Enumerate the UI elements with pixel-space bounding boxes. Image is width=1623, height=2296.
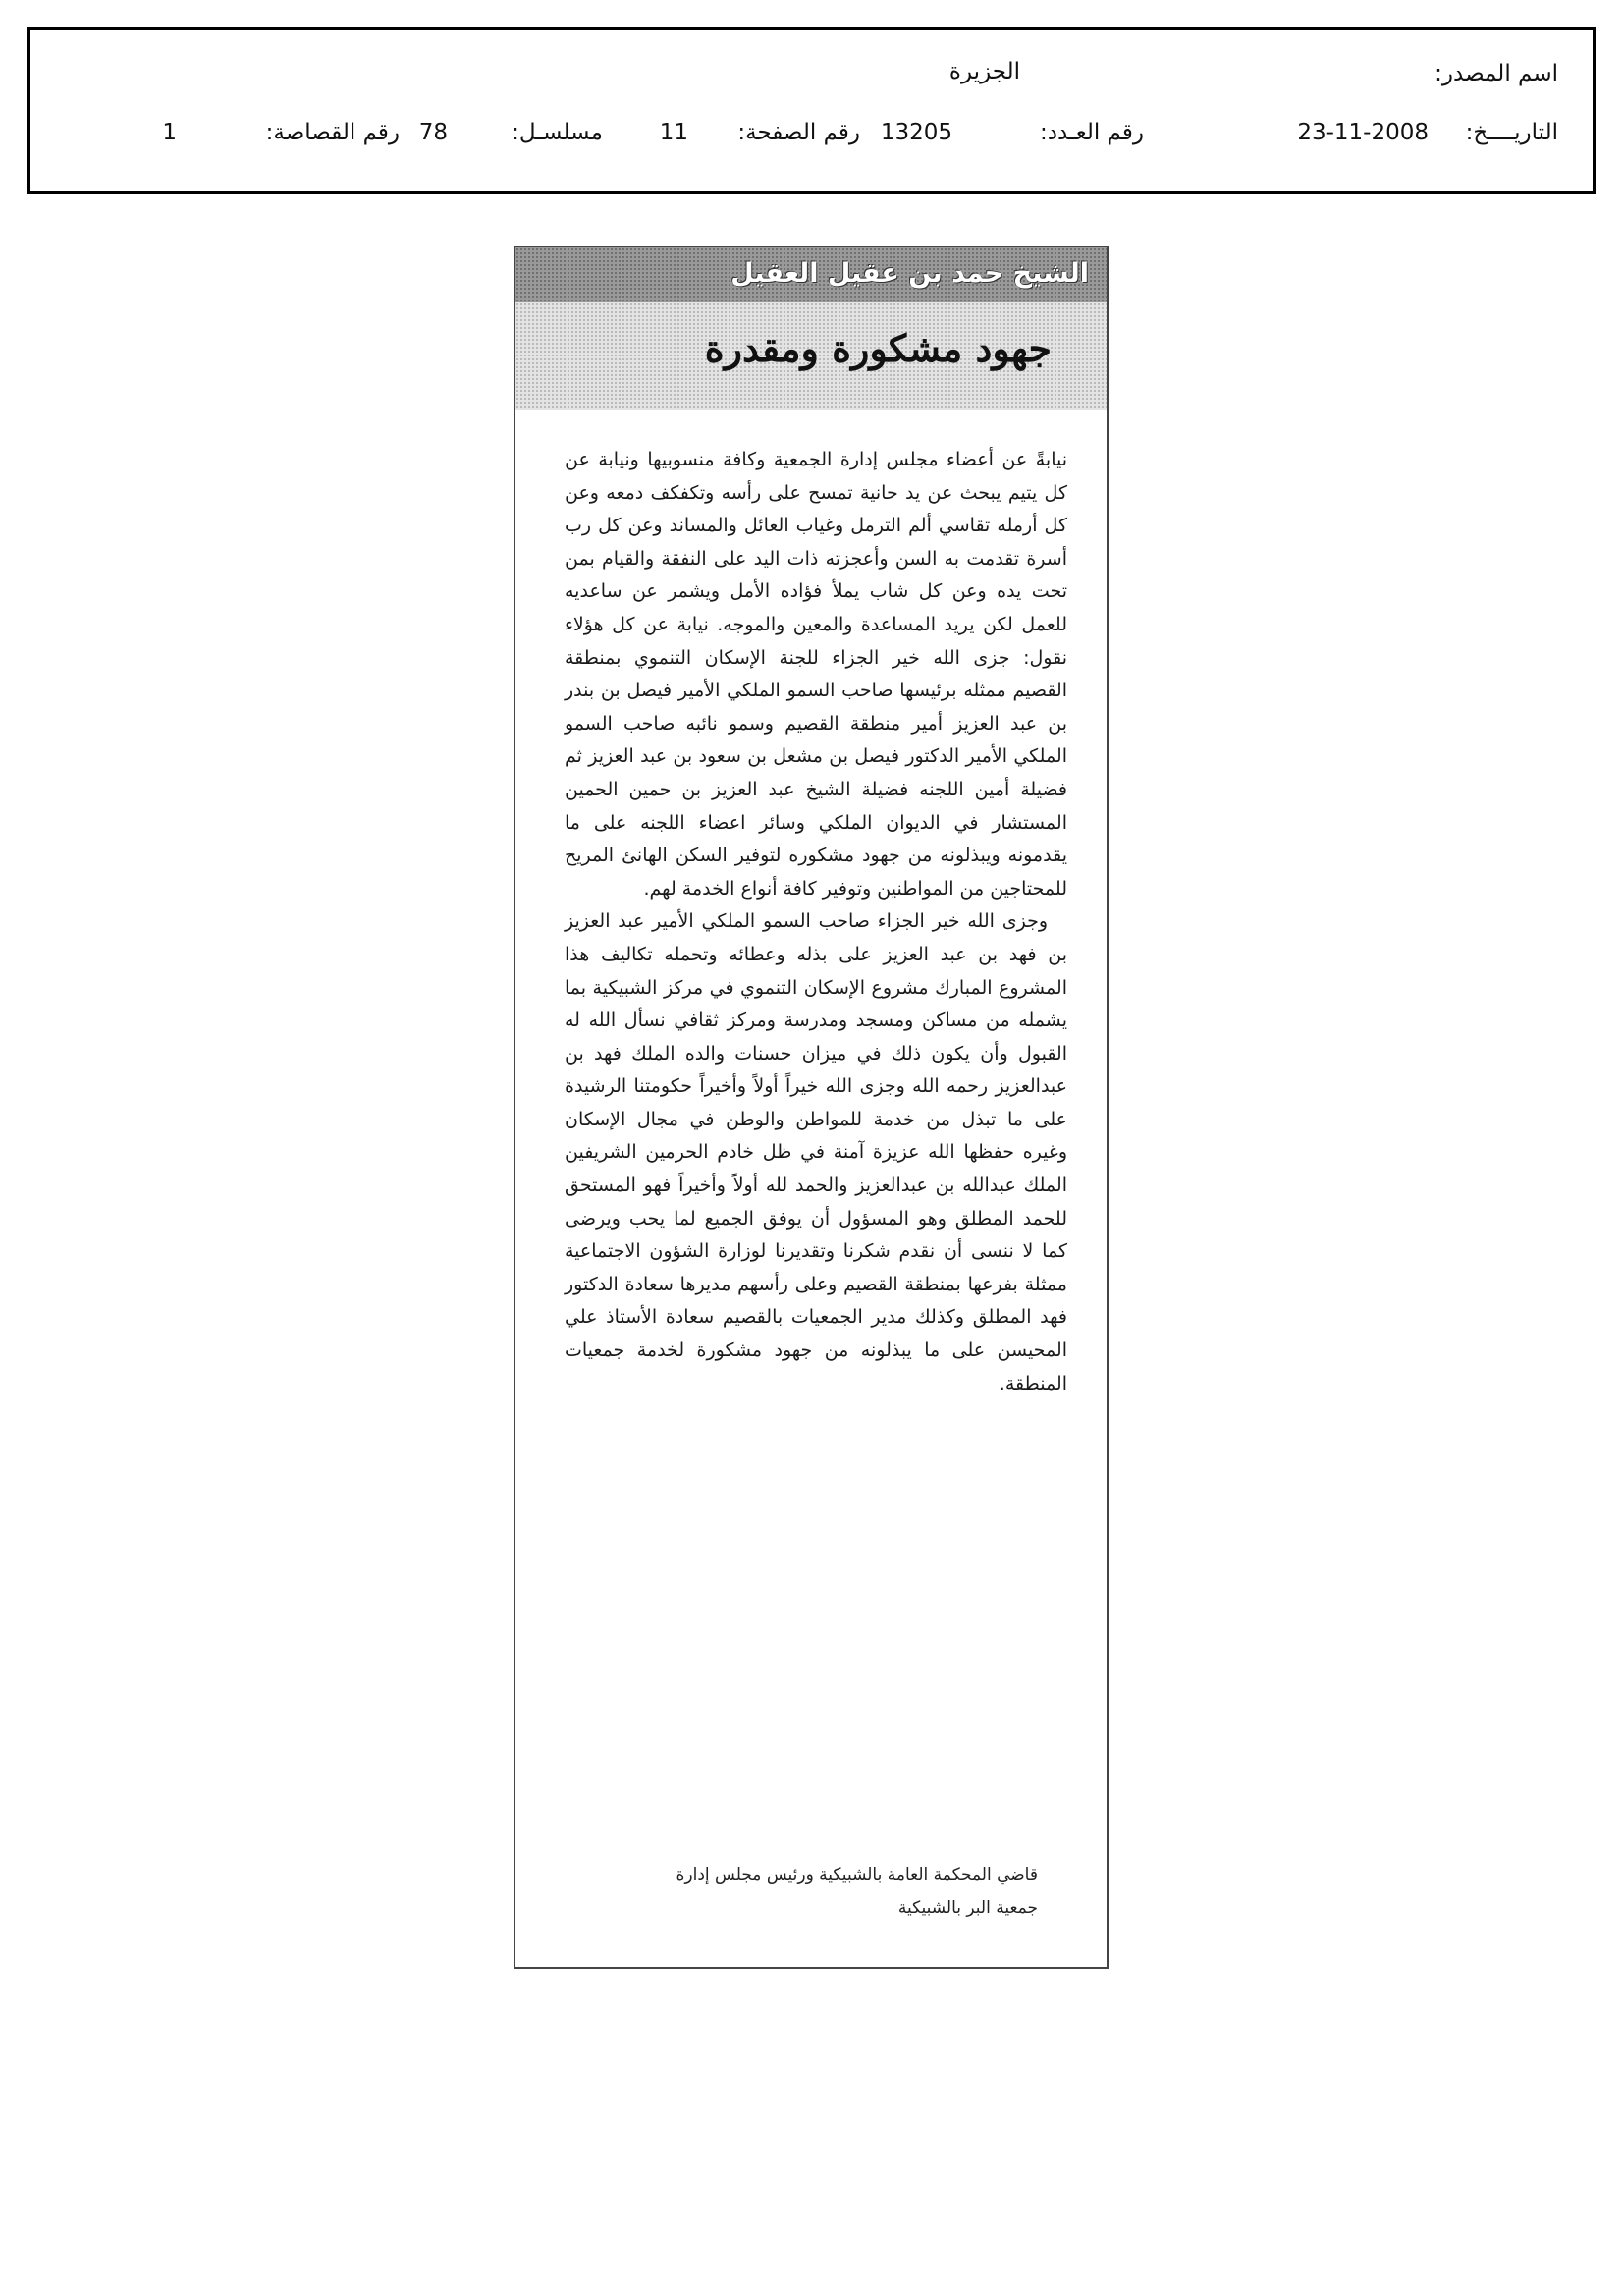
article-paragraph: نيابةً عن أعضاء مجلس إدارة الجمعية وكافة منسوبيها ونيابة عن كل يتيم يبحث عن يد حانية تمسح على رأسه وتكفكف دمعه وعن كل أرمله تقاسي ألم الترمل وغياب العائل والمساند وعن كل رب أسرة تقدمت به السن وأعجزته ذات اليد على النفقة والقيام بمن تحت يده وعن كل شاب يملأ فؤاده الأمل ويشمر عن ساعديه للعمل لكن يريد المساعدة والمعين والموجه. نيابة عن كل هؤلاء نقول: جزى الله خير الجزاء للجنة الإسكان التنموي بمنطقة القصيم ممثله برئيسها صاحب السمو الملكي الأمير فيصل بن بندر بن عبد العزيز أمير منطقة القصيم وسمو نائبه صاحب السمو الملكي الأمير الدكتور فيصل بن مشعل بن سعود بن عبد العزيز ثم فضيلة أمين اللجنه فضيلة الشيخ عبد العزيز بن حمين الحمين المستشار في الديوان الملكي وسائر اعضاء اللجنه على ما يقدمونه ويبذلونه من جهود مشكوره لتوفير السكن الهانئ المريح للمحتاجين من المواطنين وتوفير كافة أنواع الخدمة لهم. (565, 449, 1067, 900)
page-label: رقم الصفحة: (737, 120, 860, 145)
article-title: جهود مشكورة ومقدرة (704, 326, 1052, 370)
author-bar (515, 247, 1107, 302)
author-name: الشيخ حمد بن عقيل العقيل (730, 258, 1089, 289)
source-value: الجزيرة (948, 59, 1020, 84)
date-value: 23-11-2008 (1297, 120, 1429, 145)
clip-value: 1 (162, 120, 177, 145)
serial-value: 78 (418, 120, 448, 145)
date-label: التاريــــخ: (1465, 120, 1558, 145)
serial-label: مسلسـل: (512, 120, 603, 145)
clipping-header (27, 27, 1596, 194)
article-clipping (514, 246, 1109, 1969)
signature-line: جمعية البر بالشبيكية (897, 1898, 1038, 1918)
article-head (515, 247, 1107, 410)
page-value: 11 (659, 120, 688, 145)
issue-label: رقم العـدد: (1039, 120, 1144, 145)
source-label: اسم المصدر: (1434, 61, 1558, 86)
signature-line: قاضي المحكمة العامة بالشبيكية ورئيس مجلس إدارة (676, 1865, 1038, 1885)
author-signature (586, 1858, 1038, 1925)
clip-label: رقم القصاصة: (265, 120, 400, 145)
issue-value: 13205 (880, 120, 952, 145)
article-body (565, 444, 1067, 1400)
article-paragraph: وجزى الله خير الجزاء صاحب السمو الملكي الأمير عبد العزيز بن فهد بن عبد العزيز على بذله وعطائه وتحمله تكاليف هذا المشروع المبارك مشروع الإسكان التنموي في مركز الشبيكية بما يشمله من مساكن ومسجد ومدرسة ومركز ثقافي نسأل الله له القبول وأن يكون ذلك في ميزان حسنات والده الملك فهد بن عبدالعزيز رحمه الله وجزى الله خيراً أولاً وأخيراً حكومتنا الرشيدة على ما تبذل من خدمة للمواطن والوطن في مجال الإسكان وغيره حفظها الله عزيزة آمنة في ظل خادم الحرمين الشريفين الملك عبدالله بن عبدالعزيز والحمد لله أولاً وأخيراً فهو المستحق للحمد المطلق وهو المسؤول أن يوفق الجميع لما يحب ويرضى كما لا ننسى أن نقدم شكرنا وتقديرنا لوزارة الشؤون الاجتماعية ممثلة بفرعها بمنطقة القصيم وعلى رأسهم مديرها سعادة الدكتور فهد المطلق وكذلك مدير الجمعيات بالقصيم سعادة الأستاذ علي المحيسن على ما يبذلونه من جهود مشكورة لخدمة جمعيات المنطقة. (565, 910, 1067, 1394)
